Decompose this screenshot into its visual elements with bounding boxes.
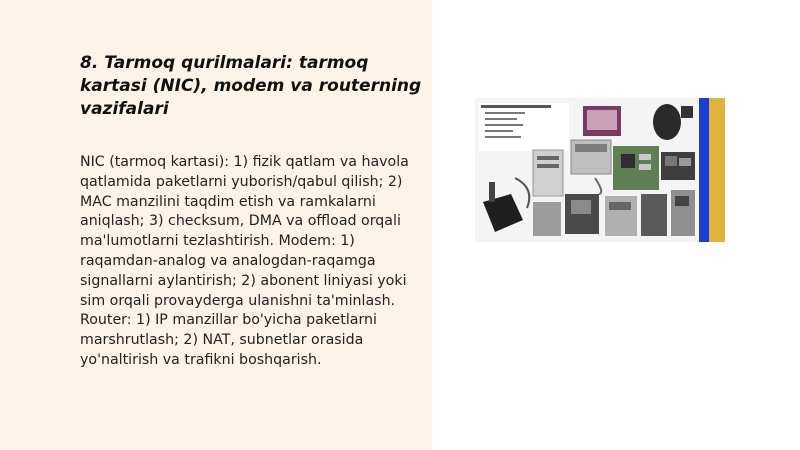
hardware-collage-figure [475, 98, 725, 242]
slide-title: 8. Tarmoq qurilmalari: tarmoq kartasi (NIC), modem va routerning vazifalari [80, 53, 422, 119]
slide-body-text: NIC (tarmoq kartasi): 1) fizik qatlam va havola qatlamida paketlarni yuborish/qabul qilish; 2) MAC manzilini taqdim etish va ramkalarni aniqlash; 3) checksum, DMA va offload orqali ma'lumotlarni tezlashtirish. Modem: 1) raqamdan-analog va analogdan-raqamga signallarni aylantirish; 2) abonent liniyasi yoki sim orqali provayderga ulanishni ta'minlash. Router: 1) IP manzillar bo'yicha paketlarni marshrutlash; 2) NAT, subnetlar orasida yo'naltirish va trafikni boshqarish. [80, 154, 409, 368]
computer-hardware-collage-icon [475, 98, 725, 242]
